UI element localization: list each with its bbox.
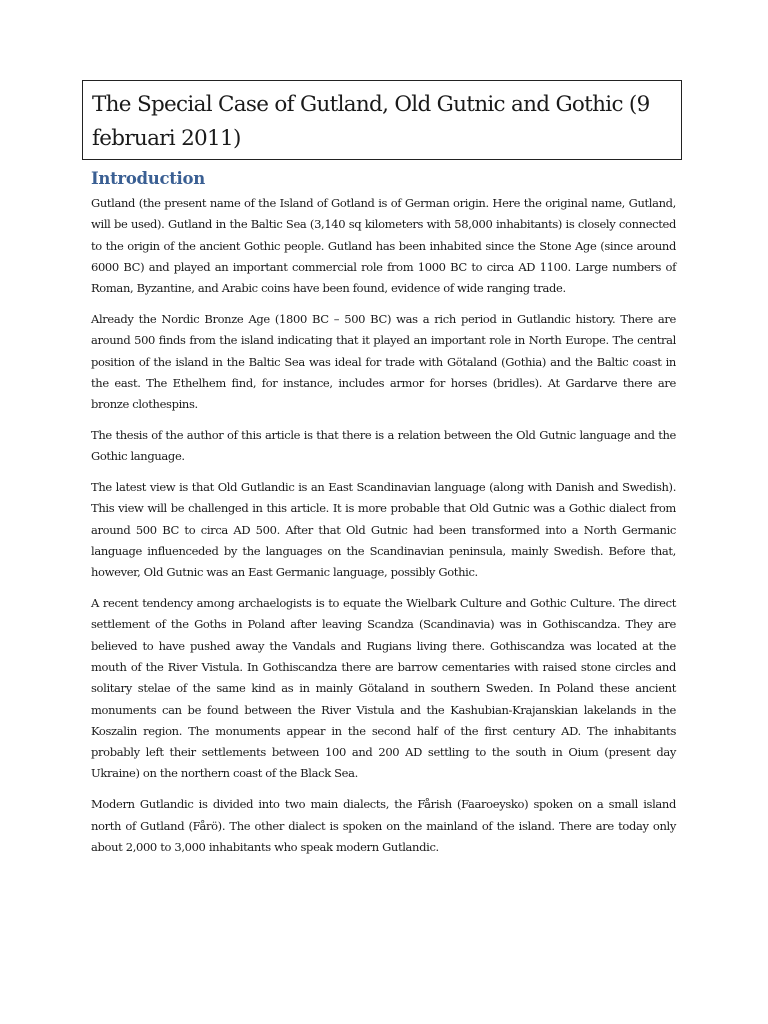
paragraph-6: Modern Gutlandic is divided into two main dialects, the Fårish (Faaroeysko) spoken on a small island north of Gutland (Fårö). The other dialect is spoken on the mainland of the island. There are today only about 2,000 to 3,000 inhabitants who speak modern Gutlandic. (91, 797, 676, 854)
document-body (91, 193, 676, 868)
paragraph-1: Gutland (the present name of the Island of Gotland is of German origin. Here the original name, Gutland, will be used). Gutland in the Baltic Sea (3,140 sq kilometers with 58,000 inhabitants) is closely connected to the origin of the ancient Gothic people. Gutland has been inhabited since the Stone Age (since around 6000 BC) and played an important commercial role from 1000 BC to circa AD 1100. Large numbers of Roman, Byzantine, and Arabic coins have been found, evidence of wide ranging trade. (91, 196, 676, 296)
paragraph-5: A recent tendency among archaelogists is to equate the Wielbark Culture and Gothic Culture. The direct settlement of the Goths in Poland after leaving Scandza (Scandinavia) was in Gothiscandza. They are believed to have pushed away the Vandals and Rugians living there. Gothiscandza was located at the mouth of the River Vistula. In Gothiscandza there are barrow cementaries with raised stone circles and solitary stelae of the same kind as in mainly Götaland in southern Sweden. In Poland these ancient monuments can be found between the River Vistula and the Kashubian-Krajanskian lakelands in the Koszalin region. The monuments appear in the second half of the first century AD. The inhabitants probably left their settlements between 100 and 200 AD settling to the south in Oium (present day Ukraine) on the northern coast of the Black Sea. (91, 596, 676, 781)
paragraph-4: The latest view is that Old Gutlandic is an East Scandinavian language (along with Danish and Swedish). This view will be challenged in this article. It is more probable that Old Gutnic was a Gothic dialect from around 500 BC to circa AD 500. After that Old Gutnic had been transformed into a North Germanic language influenceded by the languages on the Scandinavian peninsula, mainly Swedish. Before that, however, Old Gutnic was an East Germanic language, possibly Gothic. (91, 480, 676, 580)
paragraph-2: Already the Nordic Bronze Age (1800 BC – 500 BC) was a rich period in Gutlandic history. There are around 500 finds from the island indicating that it played an important role in North Europe. The central position of the island in the Baltic Sea was ideal for trade with Götaland (Gothia) and the Baltic coast in the east. The Ethelhem find, for instance, includes armor for horses (bridles). At Gardarve there are bronze clothespins. (91, 311, 676, 412)
document-title: The Special Case of Gutland, Old Gutnic and Gothic (9 februari 2011) (92, 92, 650, 151)
title-box (82, 80, 682, 160)
paragraph-3: The thesis of the author of this article is that there is a relation between the Old Gutnic language and the Gothic language. (91, 427, 676, 464)
section-heading-introduction: Introduction (91, 169, 205, 188)
